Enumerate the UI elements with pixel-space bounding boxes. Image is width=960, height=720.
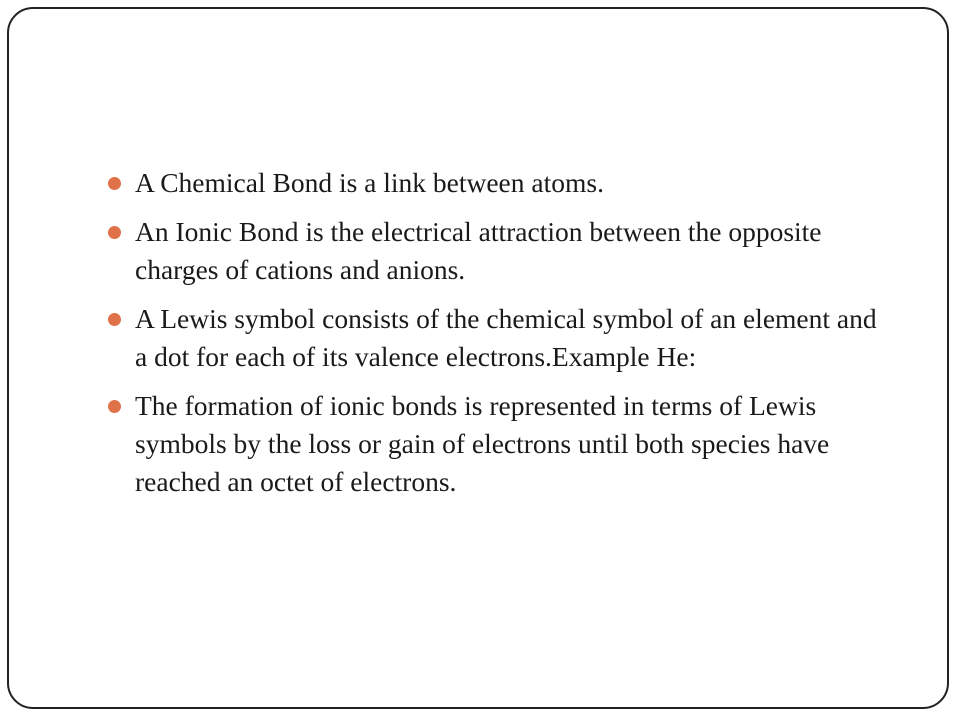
bullet-item: [107, 300, 887, 376]
bullet-dot-icon: [108, 226, 121, 239]
bullet-text: An Ionic Bond is the electrical attraction between the opposite charges of cations and anions.: [135, 216, 822, 285]
bullet-text: The formation of ionic bonds is represented in terms of Lewis symbols by the loss or gain of electrons until both species have reached an octet of electrons.: [135, 390, 830, 497]
bullet-item: [107, 213, 887, 289]
bullet-text: A Chemical Bond is a link between atoms.: [135, 167, 604, 198]
bullet-list: [107, 164, 887, 512]
bullet-item: [107, 164, 887, 202]
bullet-item: [107, 387, 887, 501]
bullet-dot-icon: [108, 177, 121, 190]
bullet-dot-icon: [108, 313, 121, 326]
slide: [7, 7, 949, 709]
bullet-text: A Lewis symbol consists of the chemical symbol of an element and a dot for each of its valence electrons.Example He:: [135, 303, 877, 372]
bullet-dot-icon: [108, 400, 121, 413]
